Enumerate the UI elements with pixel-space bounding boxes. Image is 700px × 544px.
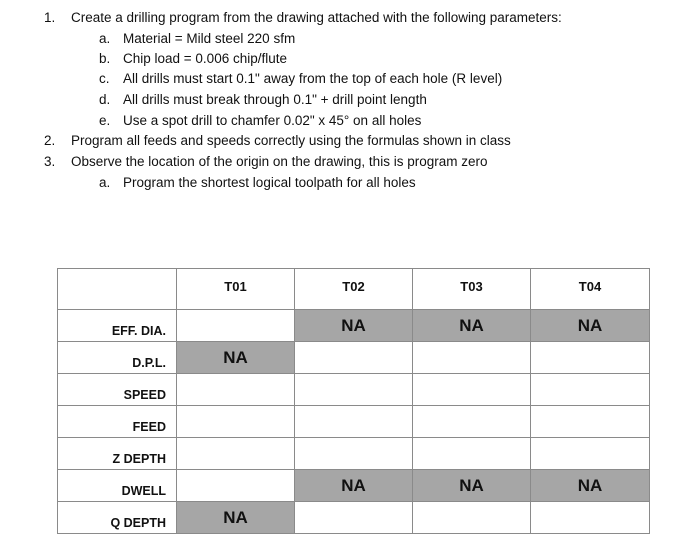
list-text: Chip load = 0.006 chip/flute	[123, 51, 287, 66]
list-text: Create a drilling program from the drawing attached with the following parameters:	[71, 10, 562, 25]
table-cell[interactable]	[295, 438, 413, 470]
table-cell[interactable]	[177, 374, 295, 406]
header-cell-t04: T04	[531, 269, 650, 310]
list-text: Observe the location of the origin on the drawing, this is program zero	[71, 154, 488, 169]
list-letter: c.	[99, 71, 110, 86]
table-cell-na: NA	[295, 310, 413, 342]
table-cell-na: NA	[531, 310, 650, 342]
table-cell-na: NA	[295, 470, 413, 502]
list-text: All drills must start 0.1" away from the top of each hole (R level)	[123, 71, 503, 86]
list-number: 3.	[44, 154, 56, 169]
table-cell[interactable]	[531, 438, 650, 470]
table-cell-na: NA	[177, 502, 295, 534]
row-label: D.P.L.	[58, 342, 177, 374]
table-row-speed	[58, 374, 650, 406]
header-cell-t03: T03	[413, 269, 531, 310]
table-row-dpl	[58, 342, 650, 374]
table-cell-na: NA	[413, 470, 531, 502]
list-text: Program the shortest logical toolpath for all holes	[123, 175, 416, 190]
table-cell[interactable]	[413, 502, 531, 534]
list-number: 2.	[44, 133, 56, 148]
table-cell[interactable]	[295, 502, 413, 534]
list-letter: a.	[99, 175, 111, 190]
table-cell[interactable]	[413, 438, 531, 470]
table-cell[interactable]	[177, 470, 295, 502]
list-text: All drills must break through 0.1" + drill point length	[123, 92, 427, 107]
list-text: Program all feeds and speeds correctly using the formulas shown in class	[71, 133, 511, 148]
row-label: EFF. DIA.	[58, 310, 177, 342]
table-cell[interactable]	[531, 406, 650, 438]
row-label: Z DEPTH	[58, 438, 177, 470]
row-label: FEED	[58, 406, 177, 438]
list-letter: b.	[99, 51, 111, 66]
table-cell[interactable]	[295, 374, 413, 406]
table-cell[interactable]	[531, 342, 650, 374]
table-cell[interactable]	[295, 342, 413, 374]
table-cell[interactable]	[177, 438, 295, 470]
table-cell-na: NA	[531, 470, 650, 502]
list-letter: e.	[99, 113, 111, 128]
row-label: SPEED	[58, 374, 177, 406]
list-letter: a.	[99, 31, 111, 46]
list-number: 1.	[44, 10, 56, 25]
header-cell-blank	[58, 269, 177, 310]
table-cell[interactable]	[531, 502, 650, 534]
table-cell[interactable]	[413, 342, 531, 374]
header-cell-t01: T01	[177, 269, 295, 310]
list-text: Use a spot drill to chamfer 0.02" x 45° on all holes	[123, 113, 422, 128]
table-cell[interactable]	[413, 374, 531, 406]
table-row-feed	[58, 406, 650, 438]
table-cell[interactable]	[177, 406, 295, 438]
table-row-z-depth	[58, 438, 650, 470]
row-label: DWELL	[58, 470, 177, 502]
list-letter: d.	[99, 92, 111, 107]
table-cell[interactable]	[531, 374, 650, 406]
row-label: Q DEPTH	[58, 502, 177, 534]
table-row-q-depth	[58, 502, 650, 534]
table-cell[interactable]	[413, 406, 531, 438]
table-cell-na: NA	[413, 310, 531, 342]
table-cell[interactable]	[177, 310, 295, 342]
header-cell-t02: T02	[295, 269, 413, 310]
list-text: Material = Mild steel 220 sfm	[123, 31, 296, 46]
table-cell-na: NA	[177, 342, 295, 374]
tool-table	[57, 268, 650, 534]
table-header-row	[58, 269, 650, 310]
table-row-dwell	[58, 470, 650, 502]
table-cell[interactable]	[295, 406, 413, 438]
table-row-eff-dia	[58, 310, 650, 342]
